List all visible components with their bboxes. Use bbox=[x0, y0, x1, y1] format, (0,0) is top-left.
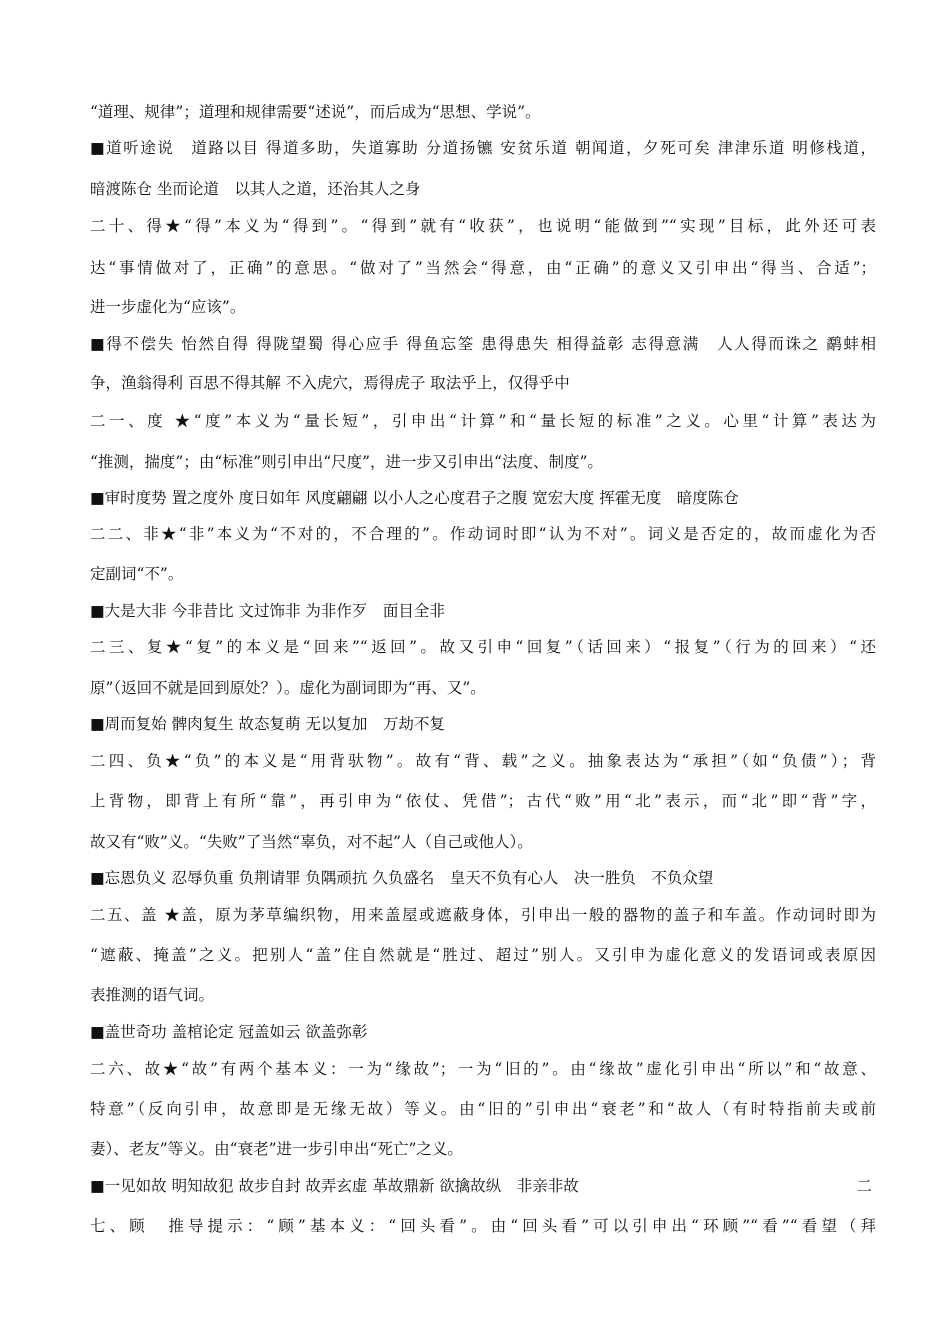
idiom-line bbox=[90, 1175, 876, 1197]
text-line: 表推测的语气词。 bbox=[90, 986, 215, 1004]
idiom-line: 暗渡陈仓 坐而论道 以其人之道，还治其人之身 bbox=[90, 180, 421, 198]
entry-heading-line: 二六、故★“故”有两个基本义：一为“缘故”；一为“旧的”。由“缘故”虚化引申出“所以”和“故意、 bbox=[90, 1060, 876, 1078]
trailing-char: 二 bbox=[856, 1177, 872, 1195]
idiom-line: 争，渔翁得利 百思不得其解 不入虎穴，焉得虎子 取法乎上，仅得乎中 bbox=[90, 374, 570, 392]
idiom-line: ■审时度势 置之度外 度日如年 风度翩翩 以小人之心度君子之腹 宽宏大度 挥霍无度 暗度陈仓 bbox=[90, 489, 739, 507]
entry-heading-line: 二二、非★“非”本义为“不对的，不合理的”。作动词时即“认为不对”。词义是否定的，故而虚化为否 bbox=[90, 525, 876, 543]
entry-heading-line: 二三、复★“复”的本义是“回来”“返回”。故又引申“回复”（话回来）“报复”（行为的回来）“还 bbox=[90, 638, 876, 656]
idiom-text: ■一见如故 明知故犯 故步自封 故弄玄虚 革故鼎新 欲擒故纵 非亲非故 bbox=[90, 1177, 579, 1195]
entry-heading-line: 二十、得★“得”本义为“得到”。“得到”就有“收获”，也说明“能做到”“实现”目标，此外还可表 bbox=[90, 217, 876, 235]
entry-heading-line: 二四、负★“负”的本义是“用背驮物”。故有“背、载”之义。抽象表达为“承担”（如“负债”）；背 bbox=[90, 752, 876, 770]
text-line: 特意”（反向引申，故意即是无缘无故）等义。由“旧的”引申出“衰老”和“故人（有时特指前夫或前 bbox=[90, 1100, 876, 1118]
idiom-line: ■大是大非 今非昔比 文过饰非 为非作歹 面目全非 bbox=[90, 602, 445, 620]
idiom-line: ■忘恩负义 忍辱负重 负荆请罪 负隅顽抗 久负盛名 皇天不负有心人 决一胜负 不负众望 bbox=[90, 869, 714, 887]
entry-heading-line: 七、顾 推导提示：“顾”基本义：“回头看”。由“回头看”可以引申出“环顾”“看”“看望（拜 bbox=[90, 1217, 876, 1235]
entry-heading-line: 二一、度 ★“度”本义为“量长短”，引申出“计算”和“量长短的标准”之义。心里“计算”表达为 bbox=[90, 412, 876, 430]
text-line: 故又有“败”义。“失败”了当然“辜负，对不起”人（自己或他人）。 bbox=[90, 833, 533, 851]
text-line: 达“事情做对了，正确”的意思。“做对了”当然会“得意，由“正确”的意义又引申出“得当、合适”； bbox=[90, 259, 876, 277]
text-line: “遮蔽、掩盖”之义。把别人“盖”住自然就是“胜过、超过”别人。又引申为虚化意义的发语词或表原因 bbox=[90, 946, 876, 964]
text-line: 定副词“不”。 bbox=[90, 565, 184, 583]
text-line: 妻）、老友”等义。由“衰老”进一步引申出“死亡”之义。 bbox=[90, 1140, 463, 1158]
idiom-line: ■盖世奇功 盖棺论定 冠盖如云 欲盖弥彰 bbox=[90, 1023, 368, 1041]
entry-heading-line: 二五、盖 ★盖，原为茅草编织物，用来盖屋或遮蔽身体，引申出一般的器物的盖子和车盖。作动词时即为 bbox=[90, 906, 876, 924]
idiom-line: ■得不偿失 怡然自得 得陇望蜀 得心应手 得鱼忘筌 患得患失 相得益彰 志得意满 人人得而诛之 鹬蚌相 bbox=[90, 335, 876, 353]
text-line: 原”（返回不就是回到原处？）。虚化为副词即为“再、又”。 bbox=[90, 679, 486, 697]
text-line: 进一步虚化为“应该”。 bbox=[90, 298, 246, 316]
idiom-line: ■道听途说 道路以目 得道多助，失道寡助 分道扬镳 安贫乐道 朝闻道，夕死可矣 津津乐道 明修栈道， bbox=[90, 139, 876, 157]
text-line: 上背物，即背上有所“靠”，再引申为“依仗、凭借”；古代“败”用“北”表示，而“北”即“背”字， bbox=[90, 792, 876, 810]
text-line: “道理、规律”；道理和规律需要“述说”，而后成为“思想、学说”。 bbox=[90, 103, 541, 121]
text-line: “推测，揣度”；由“标准”则引申出“尺度”，进一步又引申出“法度、制度”。 bbox=[90, 453, 603, 471]
idiom-line: ■周而复始 髀肉复生 故态复萌 无以复加 万劫不复 bbox=[90, 715, 445, 733]
